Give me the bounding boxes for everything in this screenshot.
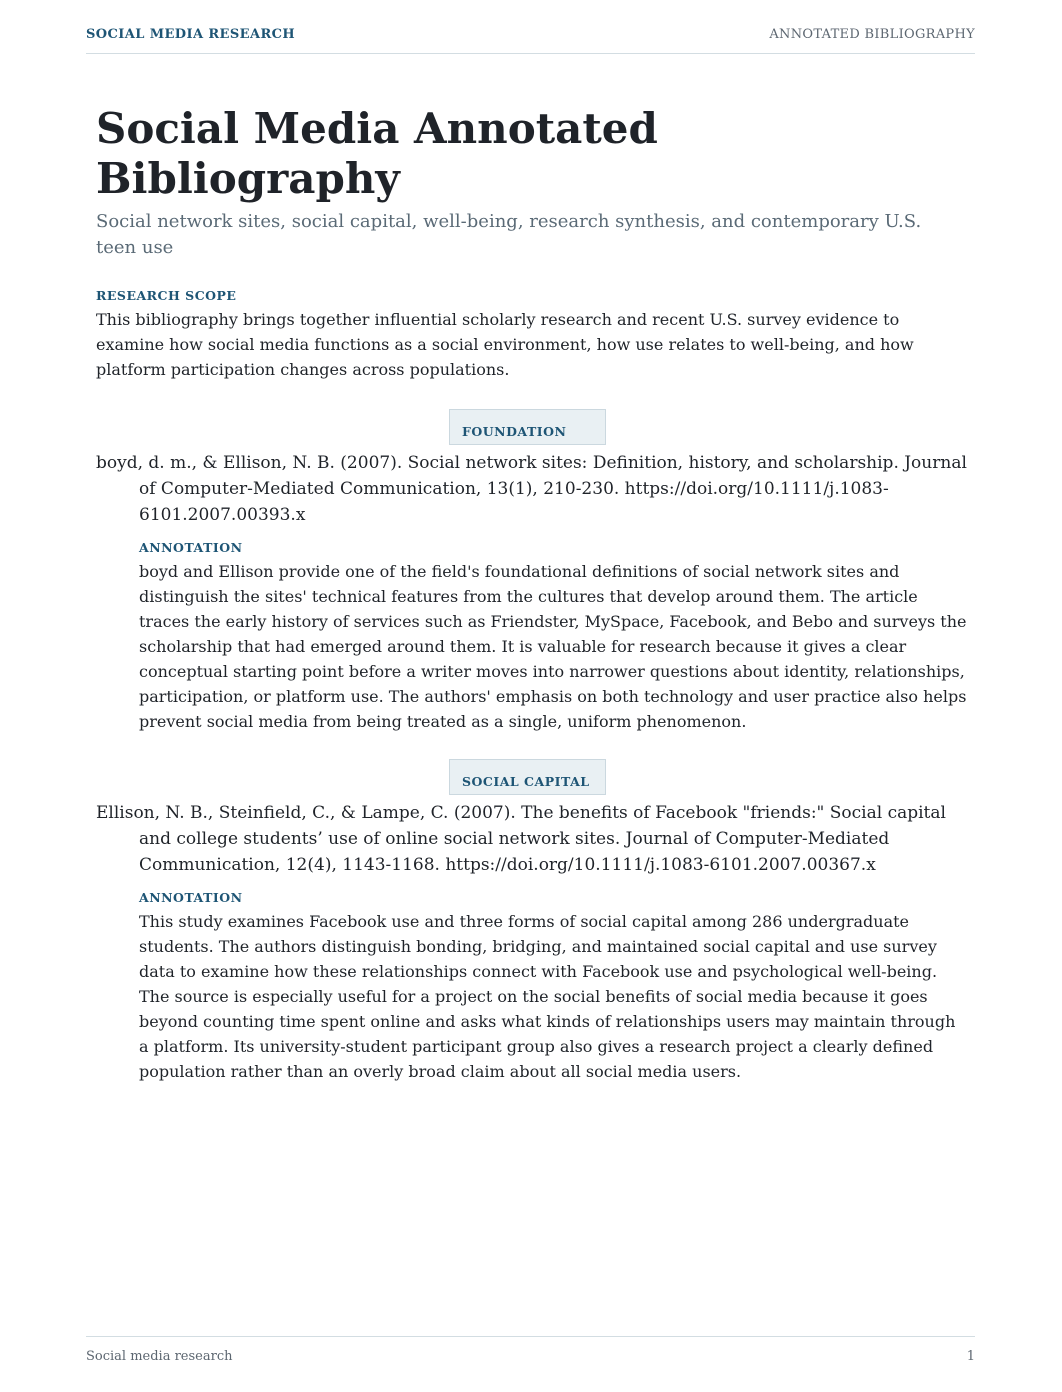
section-tag-social-capital: SOCIAL CAPITAL	[449, 759, 606, 795]
citation: boyd, d. m., & Ellison, N. B. (2007). Social network sites: Definition, history, and scholarship. Journal of Computer-Mediated Communication, 13(1), 210-230. https://doi.org/10.1111/j.1083-6101.2007.00393.x	[96, 453, 967, 525]
annotation-block	[139, 890, 968, 1084]
section-tag-wrapper	[96, 759, 968, 795]
annotation-label: ANNOTATION	[139, 890, 243, 905]
scope-label: RESEARCH SCOPE	[96, 288, 237, 303]
bibliography-entry-foundation	[96, 409, 968, 734]
footer-label: Social media research	[86, 1349, 233, 1364]
page-number: 1	[966, 1349, 975, 1364]
annotation-text: This study examines Facebook use and three forms of social capital among 286 undergraduate students. The authors distinguish bonding, bridging, and maintained social capital and use survey data to examine how these relationships connect with Facebook use and psychological well-being. The source is especially useful for a project on the social benefits of social media because it goes beyond counting time spent online and asks what kinds of relationships users may maintain through a platform. Its university-student participant group also gives a research project a clearly defined population rather than an overly broad claim about all social media users.	[139, 912, 956, 1081]
running-header	[86, 27, 975, 54]
header-document-type: ANNOTATED BIBLIOGRAPHY	[769, 27, 975, 42]
annotation-text: boyd and Ellison provide one of the field's foundational definitions of social network sites and distinguish the sites' technical features from the cultures that develop around them. The article traces the early history of services such as Friendster, MySpace, Facebook, and Bebo and surveys the scholarship that had emerged around them. It is valuable for research because it gives a clear conceptual starting point before a writer moves into narrower questions about identity, relationships, participation, or platform use. The authors' emphasis on both technology and user practice also helps prevent social media from being treated as a single, uniform phenomenon.	[139, 562, 967, 731]
document-body	[96, 104, 968, 1084]
citation: Ellison, N. B., Steinfield, C., & Lampe, C. (2007). The benefits of Facebook "friends:" Social capital and college students’ use of online social network sites. Journal of Computer-Mediated Communication, 12(4), 1143-1168. https://doi.org/10.1111/j.1083-6101.2007.00367.x	[96, 803, 946, 875]
annotation-block	[139, 540, 968, 734]
running-footer	[86, 1336, 975, 1377]
header-section-title: SOCIAL MEDIA RESEARCH	[86, 27, 296, 42]
annotation-label: ANNOTATION	[139, 540, 243, 555]
section-tag-foundation: FOUNDATION	[449, 409, 606, 445]
page-title: Social Media Annotated Bibliography	[96, 104, 658, 203]
page-subtitle: Social network sites, social capital, well-being, research synthesis, and contemporary U.S. teen use	[96, 211, 922, 258]
section-tag-wrapper	[96, 409, 968, 445]
scope-text: This bibliography brings together influential scholarly research and recent U.S. survey evidence to examine how social media functions as a social environment, how use relates to well-being, and how platform participation changes across populations.	[96, 310, 914, 379]
bibliography-entry-social-capital	[96, 759, 968, 1084]
